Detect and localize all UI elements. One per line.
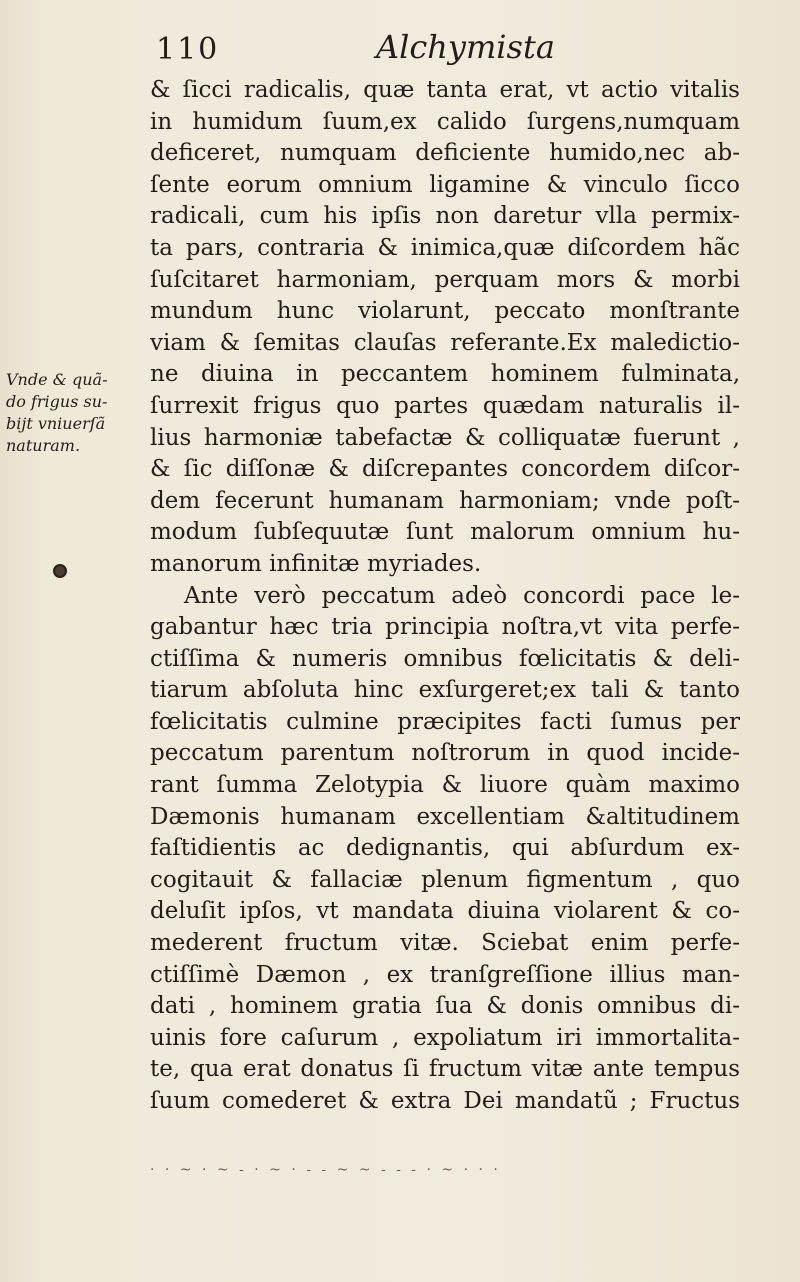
text-line: fœlicitatis culmine præcipites facti ſumus per [150,708,740,735]
text-line: cogitauit & fallaciæ plenum figmentum , quo [150,866,740,893]
text-line: ſuſcitaret harmoniam, perquam mors & morbi [150,266,740,293]
text-line: ctiſſimè Dæmon , ex tranſgreſſione illius man- [150,961,740,988]
text-line: gabantur hæc tria principia noſtra,vt vita perfe- [150,614,740,641]
text-line: ne diuina in peccantem hominem fulminata, [150,361,740,388]
text-line: manorum infinitæ myriades. [150,550,482,577]
text-line: mederent fructum vitæ. Sciebat enim perfe- [150,930,740,957]
text-line: ctiſſima & numeris omnibus fœlicitatis & deli- [150,645,740,672]
text-line: ta pars, contraria & inimica,quæ diſcordem hãc [150,234,740,261]
text-line: mundum hunc violarunt, peccato monſtrante [150,298,740,325]
text-line: ſurrexit frigus quo partes quædam naturalis il- [150,392,740,419]
text-line: dem fecerunt humanam harmoniam; vnde poſt- [150,487,740,514]
marginal-note-line: naturam. [6,436,81,455]
text-line: Dæmonis humanam excellentiam &altitudinem [150,803,740,830]
text-line: Ante verò peccatum adeò concordi pace le- [184,582,740,609]
running-title: Alchymista [376,28,555,66]
marginal-note-line: bijt vniuerſã [6,414,106,433]
text-line: & ſicci radicalis, quæ tanta erat, vt actio vitalis [150,77,740,103]
body-text [150,75,740,1118]
text-line: viam & ſemitas clauſas referante.Ex maledictio- [150,329,740,356]
text-line: lius harmoniæ tabefactæ & colliquatæ fuerunt , [150,424,740,451]
text-line: peccatum parentum noſtrorum in quod incide- [150,740,740,767]
text-line: radicali, cum his ipſis non daretur vlla permix- [150,203,740,230]
marginal-note-line: Vnde & quã- [6,370,108,389]
marginal-note-line: do frigus su- [6,392,108,411]
circle-bullet-icon [53,564,67,578]
text-line: faſtidientis ac dedignantis, qui abſurdum ex- [150,835,740,862]
text-line: rant ſumma Zelotypia & liuore quàm maximo [150,772,740,799]
marginal-note [6,369,156,457]
text-line: te, qua erat donatus ſi fructum vitæ ante tempus [150,1056,740,1083]
text-line: ſuum comederet & extra Dei mandatũ ; Fructus [150,1088,740,1114]
text-line: in humidum ſuum,ex calido ſurgens,numquam [150,108,740,135]
page-header [0,20,800,70]
text-line: uinis fore caſurum , expoliatum iri immortalita- [150,1024,740,1051]
page-number: 110 [156,32,220,67]
text-line: dati , hominem gratia ſua & donis omnibus di- [150,993,740,1020]
text-line: ſente eorum omnium ligamine & vinculo ſicco [150,171,740,198]
text-line: & ſic diſſonæ & diſcrepantes concordem diſcor- [150,456,740,483]
text-line: deficeret, numquam deficiente humido,nec ab- [150,140,740,167]
torn-footer-fragment: · · ~ · ~ - · ~ · - - ~ ~ - - - · ~ · · · [150,1162,501,1178]
text-line: tiarum abſoluta hinc exſurgeret;ex tali & tanto [150,677,740,704]
text-line: deluſit ipſos, vt mandata diuina violarent & co- [150,898,740,925]
text-line: modum ſubſequutæ ſunt malorum omnium hu- [150,519,740,546]
